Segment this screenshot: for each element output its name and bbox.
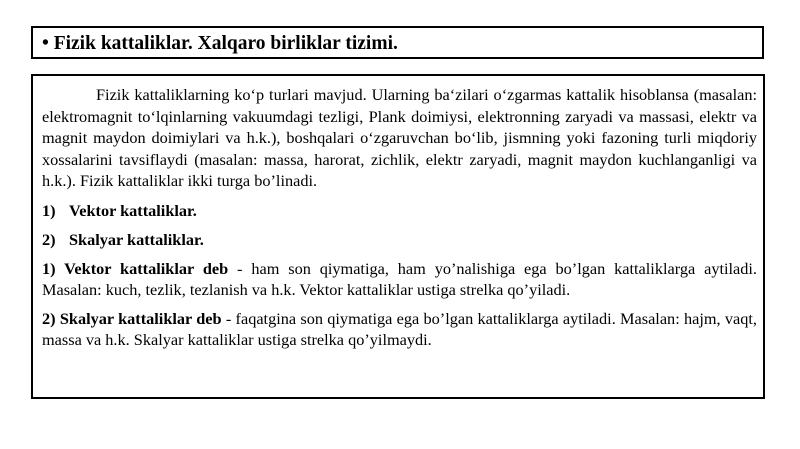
list-item-label: Vektor kattaliklar. <box>69 200 197 220</box>
list-item-number: 1) <box>42 200 56 220</box>
definition-term: 2) Skalyar kattaliklar deb <box>42 308 222 328</box>
definition-term: 1) Vektor kattaliklar deb <box>42 258 229 278</box>
definition-vector <box>42 258 757 301</box>
list-item-label: Skalyar kattaliklar. <box>69 230 204 249</box>
intro-paragraph: Fizik kattaliklarning ko‘p turlari mavjud. Ularning ba‘zilari o‘zgarmas kattalik hisoblansa (masalan: elektromagnit to‘lqinlarning vakuumdagi tezligi, Plank doimiysi, elektronning zaryadi va massasi, elektr va magnit maydon doimiylari va h.k.), boshqalari o‘zgaruvchan bo‘lib, jismning yoki fazoning turli miqdoriy xossalarini tavsiflaydi (masalan: massa, harorat, zichlik, elektr zaryadi, magnit maydon kuchlanganligi va h.k.). Fizik kattaliklar ikki turga bo’linadi. <box>42 85 757 190</box>
definition-text: - ham son qiymatiga, ham yo’nalishiga ega bo’lgan kattaliklarga aytiladi. Masalan: kuch, tezlik, tezlanish va h.k. Vektor kattaliklar ustiga strelka qo’yiladi. <box>42 258 757 299</box>
definition-scalar <box>42 308 757 351</box>
list-item-vector <box>42 200 757 222</box>
slide-title <box>31 26 764 59</box>
list-item-scalar <box>42 229 757 251</box>
slide-title-text: • Fizik kattaliklar. Xalqaro birliklar tizimi. <box>42 33 398 54</box>
list-item-number: 2) <box>42 230 56 249</box>
content-box <box>31 74 765 399</box>
definition-text: - faqatgina son qiymatiga ega bo’lgan kattaliklarga aytiladi. Masalan: hajm, vaqt, massa va h.k. Skalyar kattaliklar ustiga strelka qo’yilmaydi. <box>42 308 757 349</box>
